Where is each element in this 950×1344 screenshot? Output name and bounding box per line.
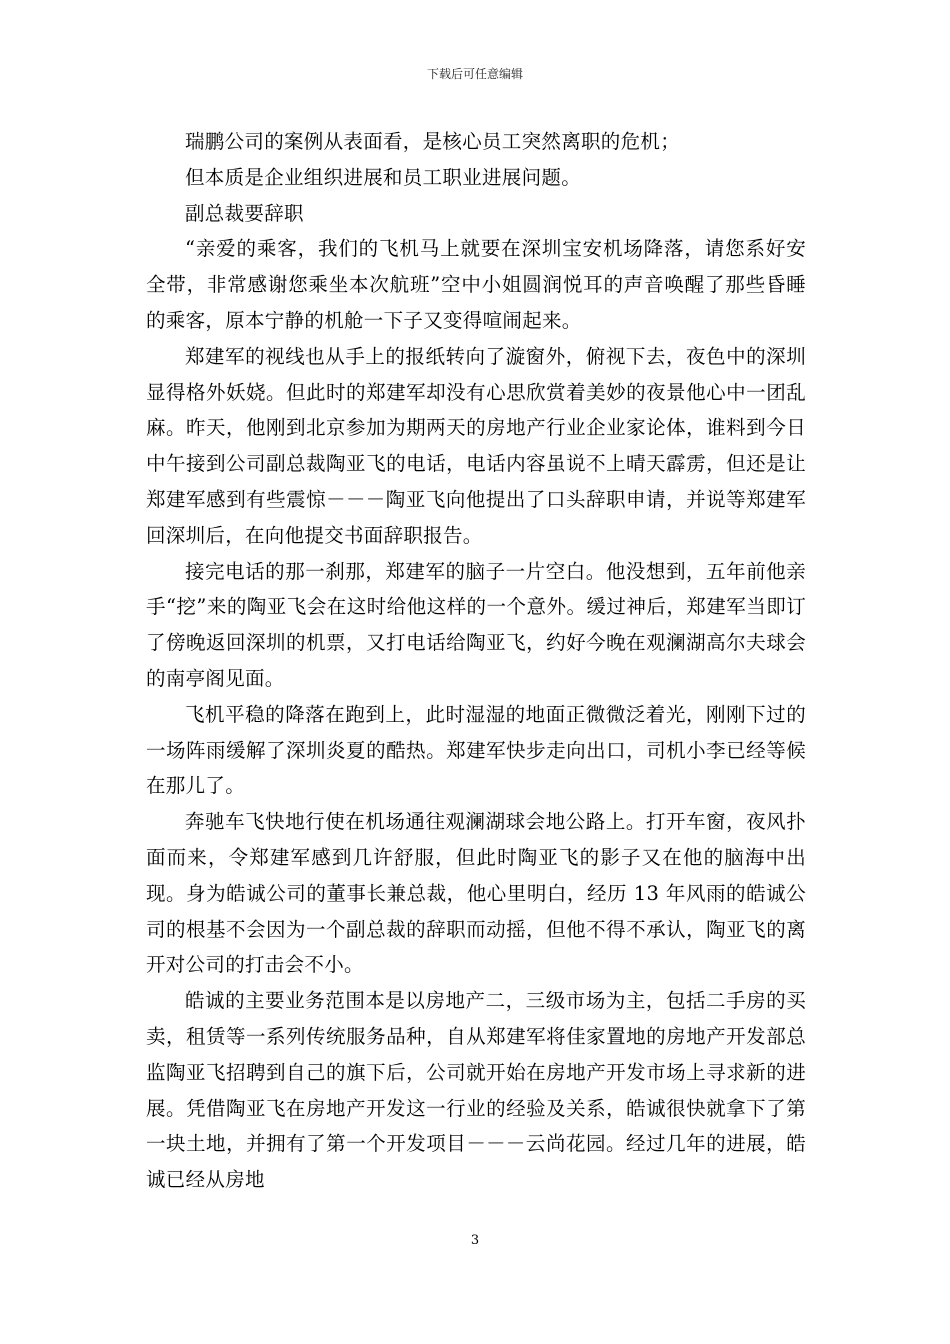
paragraph-business-scope: 皓诚的主要业务范围本是以房地产二，三级市场为主，包括二手房的买卖，租赁等一系列传统服务品种，自从郑建军将佳家置地的房地产开发部总监陶亚飞招聘到自己的旗下后，公司就开始在房地产开发市场上寻求新的进展。凭借陶亚飞在房地产开发这一行业的经验及关系，皓诚很快就拿下了第一块土地，并拥有了第一个开发项目－－－云尚花园。经过几年的进展，皓诚已经从房地	[146, 989, 806, 1192]
section-heading: 副总裁要辞职	[185, 201, 304, 225]
paragraph-resignation-call: 郑建军的视线也从手上的报纸转向了漩窗外，俯视下去，夜色中的深圳显得格外妖娆。但此时的郑建军却没有心思欣赏着美妙的夜景他心中一团乱麻。昨天，他刚到北京参加为期两天的房地产行业企业家论体，谁料到今日中午接到公司副总裁陶亚飞的电话，电话内容虽说不上晴天霹雳，但还是让郑建军感到有些震惊－－－陶亚飞向他提出了口头辞职申请，并说等郑建军回深圳后，在向他提交书面辞职报告。	[146, 344, 806, 547]
page-header-note: 下载后可任意编辑	[426, 67, 523, 81]
paragraph-case-essence: 但本质是企业组织进展和员工职业进展问题。	[185, 165, 582, 189]
paragraph-after-call: 接完电话的那一刹那，郑建军的脑子一片空白。他没想到，五年前他亲手“挖”来的陶亚飞会在这时给他这样的一个意外。缓过神后，郑建军当即订了傍晚返回深圳的机票，又打电话给陶亚飞，约好今晚在观澜湖高尔夫球会的南亭阁见面。	[146, 559, 806, 690]
paragraph-flight-announcement: “亲爱的乘客，我们的飞机马上就要在深圳宝安机场降落，请您系好安全带，非常感谢您乘坐本次航班”空中小姐圆润悦耳的声音唤醒了那些昏睡的乘客，原本宁静的机舱一下子又变得喧闹起来。	[146, 237, 806, 332]
paragraph-landing: 飞机平稳的降落在跑到上，此时湿湿的地面正微微泛着光，刚刚下过的一场阵雨缓解了深圳炎夏的酷热。郑建军快步走向出口，司机小李已经等候在那儿了。	[146, 702, 806, 798]
page-number: 3	[470, 1233, 480, 1248]
paragraph-car-ride: 奔驰车飞快地行使在机场通往观澜湖球会地公路上。打开车窗，夜风扑面而来，令郑建军感到几许舒服，但此时陶亚飞的影子又在他的脑海中出现。身为皓诚公司的董事长兼总裁，他心里明白，经历 13 年风雨的皓诚公司的根基不会因为一个副总裁的辞职而动摇，但他不得不承认，陶亚飞的离开对公司的打击会不小。	[146, 810, 806, 977]
document-body	[146, 124, 806, 1198]
paragraph-case-surface: 瑞鹏公司的案例从表面看，是核心员工突然离职的危机；	[185, 130, 681, 153]
